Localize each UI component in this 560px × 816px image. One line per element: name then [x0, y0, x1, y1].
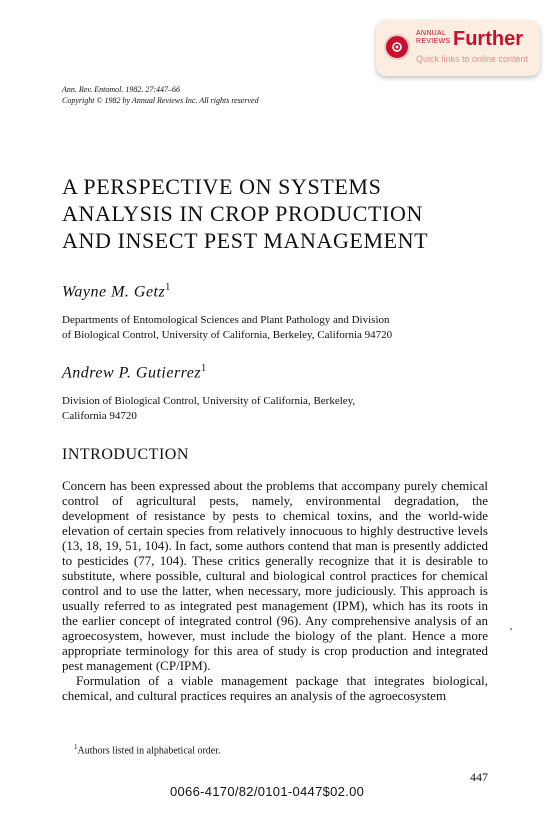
author-name	[62, 282, 171, 301]
author-1-affiliation	[62, 313, 392, 343]
footnote	[74, 743, 221, 756]
affiliation-line: California 94720	[62, 410, 137, 422]
further-badge[interactable]	[376, 20, 540, 76]
badge-further-label: Further	[453, 28, 523, 50]
author-2-affiliation	[62, 394, 355, 424]
paragraph-2: Formulation of a viable management package that integrates biological, chemical, and cultural practices requires an analysis of the agroecosystem	[62, 673, 488, 703]
body-text	[62, 478, 488, 703]
author-1-footnote-mark: 1	[165, 282, 171, 293]
badge-quick-links-label: Quick links to online content	[416, 54, 529, 64]
stray-mark	[510, 628, 512, 630]
affiliation-line: Departments of Entomological Sciences and Plant Pathology and Division	[62, 314, 390, 326]
title-line-3: AND INSECT PEST MANAGEMENT	[62, 228, 429, 253]
author-name	[62, 363, 207, 382]
footnote-mark: 1	[74, 743, 78, 751]
paragraph-1: Concern has been expressed about the problems that accompany purely chemical control of agricultural pests, namely, environmental degradation, the development of resistance by pests to chemical toxins, and the world-wide elevation of certain species from relatively innocuous to highly destructive levels (13, 18, 19, 51, 104). In fact, some authors contend that man is presently addicted to pesticides (77, 104). These critics generally recognize that it is desirable to substitute, where possible, cultural and biological control practices for chemical control and to use the latter, when necessary, more judiciously. This approach is usually referred to as integrated pest management (IPM), which has its roots in the earlier concept of integrated control (96). Any comprehensive analysis of an agroecosystem, however, must include the biology of the plant. Hence a more appropriate terminology for this area of study is crop production and integrated pest management (CP/IPM).	[62, 478, 488, 673]
title-line-2: ANALYSIS IN CROP PRODUCTION	[62, 201, 423, 226]
affiliation-line: of Biological Control, University of California, Berkeley, California 94720	[62, 329, 393, 341]
journal-citation	[62, 84, 259, 106]
author-2-name: Andrew P. Gutierrez	[62, 364, 202, 382]
issn-code: 0066-4170/82/0101-0447$02.00	[170, 784, 365, 799]
author-2-footnote-mark: 1	[201, 363, 207, 374]
link-circle-icon	[384, 34, 410, 60]
badge-annual-label: ANNUAL	[416, 30, 447, 37]
footnote-text: Authors listed in alphabetical order.	[77, 745, 221, 757]
citation-line-2: Copyright © 1982 by Annual Reviews Inc. All rights reserved	[62, 96, 259, 105]
title-line-1: A PERSPECTIVE ON SYSTEMS	[62, 174, 382, 199]
citation-line-1: Ann. Rev. Entomol. 1982. 27:447–66	[62, 85, 181, 94]
paper-title	[62, 173, 428, 254]
badge-reviews-label: REVIEWS	[416, 38, 451, 45]
section-heading: INTRODUCTION	[62, 446, 189, 463]
affiliation-line: Division of Biological Control, University of California, Berkeley,	[62, 395, 356, 407]
page-number: 447	[470, 770, 488, 784]
author-1-name: Wayne M. Getz	[62, 283, 166, 301]
